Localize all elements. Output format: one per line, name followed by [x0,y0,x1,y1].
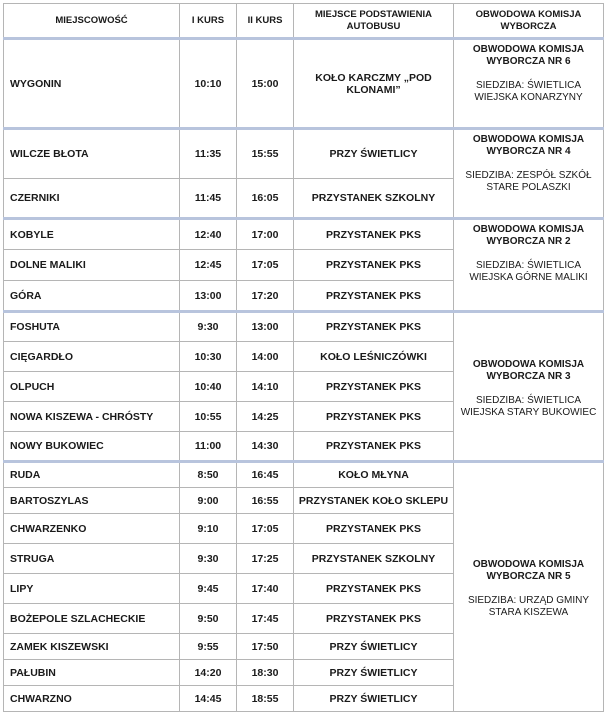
header-first-run: I KURS [180,4,237,39]
commission-title: OBWODOWA KOMISJA WYBORCZA NR 3 [472,358,585,382]
second-run-cell: 16:05 [237,179,294,219]
header-commission: OBWODOWA KOMISJA WYBORCZA [454,4,604,39]
place-cell: NOWY BUKOWIEC [4,432,180,462]
first-run-cell: 10:30 [180,342,237,372]
first-run-cell: 10:55 [180,402,237,432]
table-row [4,129,604,179]
first-run-cell: 9:50 [180,604,237,634]
second-run-cell: 17:50 [237,634,294,660]
first-run-cell: 10:10 [180,39,237,129]
second-run-cell: 15:55 [237,129,294,179]
header-bus-stop: MIEJSCE PODSTAWIENIA AUTOBUSU [294,4,454,39]
header-second-run: II KURS [237,4,294,39]
second-run-cell: 17:20 [237,281,294,312]
bus-stop-cell: PRZYSTANEK KOŁO SKLEPU [294,488,454,514]
bus-stop-cell: PRZY ŚWIETLICY [294,634,454,660]
bus-stop-cell: PRZYSTANEK PKS [294,281,454,312]
bus-stop-cell: PRZYSTANEK PKS [294,372,454,402]
commission-seat: SIEDZIBA: ŚWIETLICA WIEJSKA GÓRNE MALIKI [469,260,588,283]
second-run-cell: 17:05 [237,250,294,281]
commission-cell [454,462,604,712]
second-run-cell: 14:25 [237,402,294,432]
second-run-cell: 17:25 [237,544,294,574]
place-cell: BARTOSZYLAS [4,488,180,514]
bus-stop-cell: PRZYSTANEK PKS [294,604,454,634]
bus-stop-cell: PRZYSTANEK PKS [294,432,454,462]
second-run-cell: 15:00 [237,39,294,129]
second-run-cell: 17:45 [237,604,294,634]
first-run-cell: 9:55 [180,634,237,660]
first-run-cell: 9:45 [180,574,237,604]
second-run-cell: 16:55 [237,488,294,514]
bus-stop-cell: KOŁO KARCZMY „POD KLONAMI” [294,39,454,129]
header-row [4,4,604,39]
header-place: MIEJSCOWOŚĆ [4,4,180,39]
bus-stop-cell: PRZYSTANEK PKS [294,250,454,281]
commission-seat: SIEDZIBA: ŚWIETLICA WIEJSKA STARY BUKOWIEC [460,394,597,418]
table-row [4,39,604,129]
bus-stop-cell: PRZY ŚWIETLICY [294,686,454,712]
bus-stop-cell: KOŁO LEŚNICZÓWKI [294,342,454,372]
place-cell: OLPUCH [4,372,180,402]
first-run-cell: 9:00 [180,488,237,514]
commission-cell [454,129,604,219]
first-run-cell: 8:50 [180,462,237,488]
commission-title: OBWODOWA KOMISJA WYBORCZA NR 6 [472,44,585,67]
commission-cell [454,39,604,129]
second-run-cell: 17:40 [237,574,294,604]
place-cell: LIPY [4,574,180,604]
second-run-cell: 18:30 [237,660,294,686]
second-run-cell: 14:30 [237,432,294,462]
bus-stop-cell: PRZY ŚWIETLICY [294,129,454,179]
first-run-cell: 9:30 [180,312,237,342]
place-cell: CZERNIKI [4,179,180,219]
second-run-cell: 14:10 [237,372,294,402]
place-cell: NOWA KISZEWA - CHRÓSTY [4,402,180,432]
first-run-cell: 11:45 [180,179,237,219]
place-cell: STRUGA [4,544,180,574]
bus-stop-cell: KOŁO MŁYNA [294,462,454,488]
place-cell: FOSHUTA [4,312,180,342]
first-run-cell: 14:45 [180,686,237,712]
place-cell: WYGONIN [4,39,180,129]
place-cell: KOBYLE [4,219,180,250]
second-run-cell: 14:00 [237,342,294,372]
commission-title: OBWODOWA KOMISJA WYBORCZA NR 5 [472,559,585,582]
first-run-cell: 9:10 [180,514,237,544]
place-cell: ZAMEK KISZEWSKI [4,634,180,660]
place-cell: GÓRA [4,281,180,312]
place-cell: CHWARZNO [4,686,180,712]
first-run-cell: 12:45 [180,250,237,281]
place-cell: PAŁUBIN [4,660,180,686]
commission-seat: SIEDZIBA: ŚWIETLICA WIEJSKA KONARZYNY [474,80,583,103]
commission-title: OBWODOWA KOMISJA WYBORCZA NR 2 [472,224,585,247]
bus-stop-cell: PRZYSTANEK PKS [294,219,454,250]
second-run-cell: 18:55 [237,686,294,712]
bus-stop-cell: PRZYSTANEK PKS [294,402,454,432]
first-run-cell: 13:00 [180,281,237,312]
place-cell: DOLNE MALIKI [4,250,180,281]
table-row [4,312,604,342]
second-run-cell: 17:00 [237,219,294,250]
commission-cell [454,312,604,462]
place-cell: RUDA [4,462,180,488]
table-row [4,462,604,488]
second-run-cell: 16:45 [237,462,294,488]
bus-stop-cell: PRZYSTANEK SZKOLNY [294,179,454,219]
bus-stop-cell: PRZYSTANEK SZKOLNY [294,544,454,574]
commission-seat: SIEDZIBA: URZĄD GMINY STARA KISZEWA [467,595,590,618]
bus-stop-cell: PRZYSTANEK PKS [294,574,454,604]
first-run-cell: 11:35 [180,129,237,179]
table-row [4,219,604,250]
first-run-cell: 9:30 [180,544,237,574]
first-run-cell: 11:00 [180,432,237,462]
place-cell: BOŻEPOLE SZLACHECKIE [4,604,180,634]
bus-schedule-table [3,3,604,712]
place-cell: CIĘGARDŁO [4,342,180,372]
commission-title: OBWODOWA KOMISJA WYBORCZA NR 4 [472,134,585,157]
bus-stop-cell: PRZY ŚWIETLICY [294,660,454,686]
first-run-cell: 14:20 [180,660,237,686]
second-run-cell: 13:00 [237,312,294,342]
second-run-cell: 17:05 [237,514,294,544]
first-run-cell: 12:40 [180,219,237,250]
commission-cell [454,219,604,312]
place-cell: CHWARZENKO [4,514,180,544]
bus-stop-cell: PRZYSTANEK PKS [294,312,454,342]
first-run-cell: 10:40 [180,372,237,402]
place-cell: WILCZE BŁOTA [4,129,180,179]
bus-stop-cell: PRZYSTANEK PKS [294,514,454,544]
commission-seat: SIEDZIBA: ZESPÓŁ SZKÓŁ STARE POLASZKI [465,170,592,193]
